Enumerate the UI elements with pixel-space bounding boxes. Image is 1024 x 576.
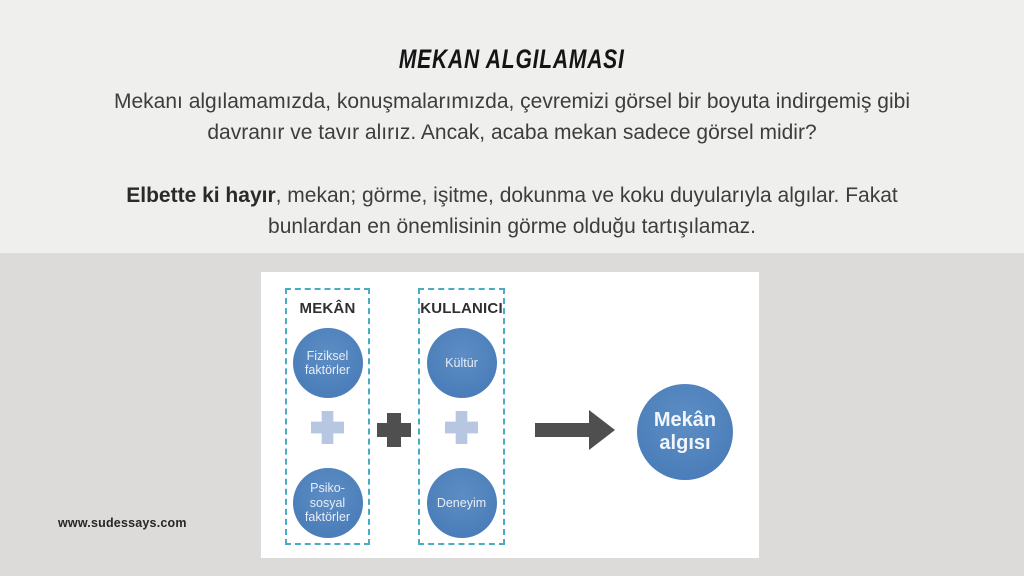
paragraph-intro: Mekanı algılamamızda, konuşmalarımızda, çevremizi görsel bir boyuta indirgemiş gibi davranır ve tavır alırız. Ancak, acaba mekan sadece görsel midir?: [114, 90, 910, 144]
plus-icon: [311, 411, 344, 444]
kullanici-group-label: KULLANICI: [420, 300, 503, 317]
paragraph-answer-rest: , mekan; görme, işitme, dokunma ve koku duyularıyla algılar. Fakat bunlardan en önemlisinin görme olduğu tartışılamaz.: [268, 184, 898, 238]
slide-diagram-section: [0, 253, 1024, 576]
mekan-algisi-circle: Mekân algısı: [637, 384, 733, 480]
kultur-circle: Kültür: [427, 328, 497, 398]
mekan-group-box: [285, 288, 370, 545]
paragraph-answer-bold: Elbette ki hayır: [126, 184, 276, 207]
mekan-group-label: MEKÂN: [299, 300, 356, 317]
plus-icon: [445, 411, 478, 444]
psiko-sosyal-faktorler-circle: Psiko-sosyal faktörler: [293, 468, 363, 538]
page-title: [0, 44, 1024, 74]
slide-text-section: [0, 0, 1024, 253]
page-title-text: MEKAN ALGILAMASI: [399, 44, 625, 74]
deneyim-circle: Deneyim: [427, 468, 497, 538]
fiziksel-faktorler-circle: Fiziksel faktörler: [293, 328, 363, 398]
paragraph-answer: [97, 180, 927, 242]
watermark-url: www.sudessays.com: [58, 516, 187, 530]
plus-icon: [377, 413, 411, 447]
arrow-right-icon: [535, 408, 615, 452]
diagram-panel: [261, 272, 759, 558]
kullanici-group-box: [418, 288, 505, 545]
